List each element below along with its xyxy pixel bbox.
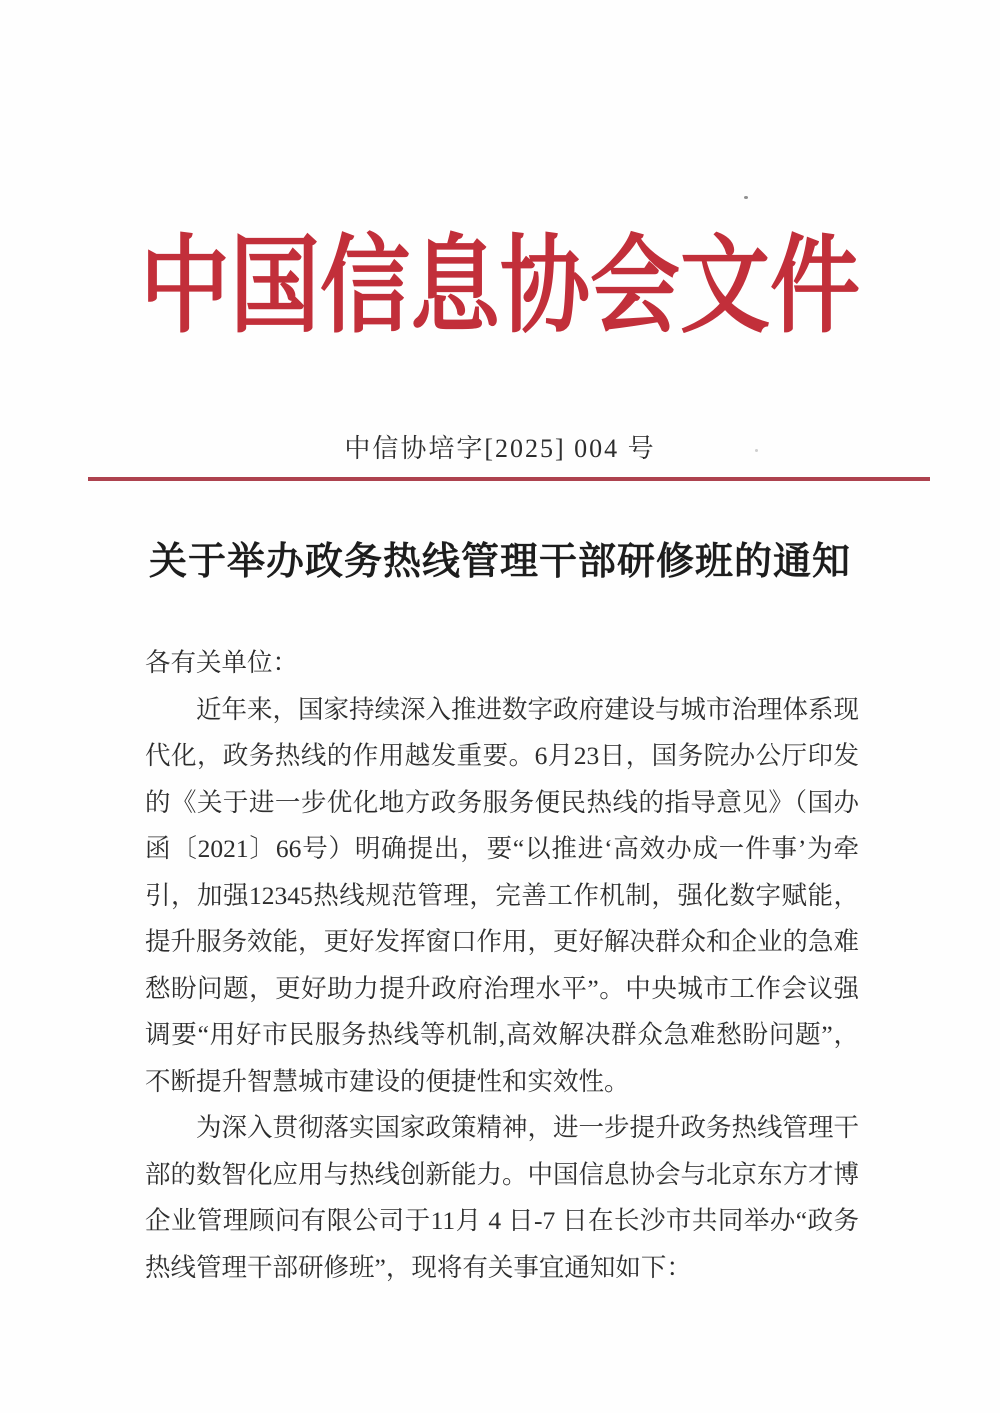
salutation: 各有关单位： (145, 648, 299, 677)
letterhead-divider-rule (88, 477, 930, 481)
notice-body (145, 640, 859, 1291)
body-paragraph-2: 为深入贯彻落实国家政策精神，进一步提升政务热线管理干部的数智化应用与热线创新能力。中国信息协会与北京东方才博企业管理顾问有限公司于11月 4 日-7 日在长沙市共同举办“政务热线管理干部研修班”，现将有关事宜通知如下： (145, 1113, 860, 1282)
scan-speck (744, 196, 748, 199)
document-number: 中信协培字[2025] 004 号 (344, 434, 656, 463)
body-paragraph-1: 近年来，国家持续深入推进数字政府建设与城市治理体系现代化，政务热线的作用越发重要。6月23日，国务院办公厅印发的《关于进一步优化地方政务服务便民热线的指导意见》（国办函〔2021〕66号）明确提出，要“以推进‘高效办成一件事’为牵引，加强12345热线规范管理，完善工作机制，强化数字赋能，提升服务效能，更好发挥窗口作用，更好解决群众和企业的急难愁盼问题，更好助力提升政府治理水平”。中央城市工作会议强调要“用好市民服务热线等机制,高效解决群众急难愁盼问题”，不断提升智慧城市建设的便捷性和实效性。 (145, 694, 860, 1096)
notice-title: 关于举办政务热线管理干部研修班的通知 (148, 541, 851, 583)
letterhead-org-title: 中国信息协会文件 (140, 229, 860, 347)
